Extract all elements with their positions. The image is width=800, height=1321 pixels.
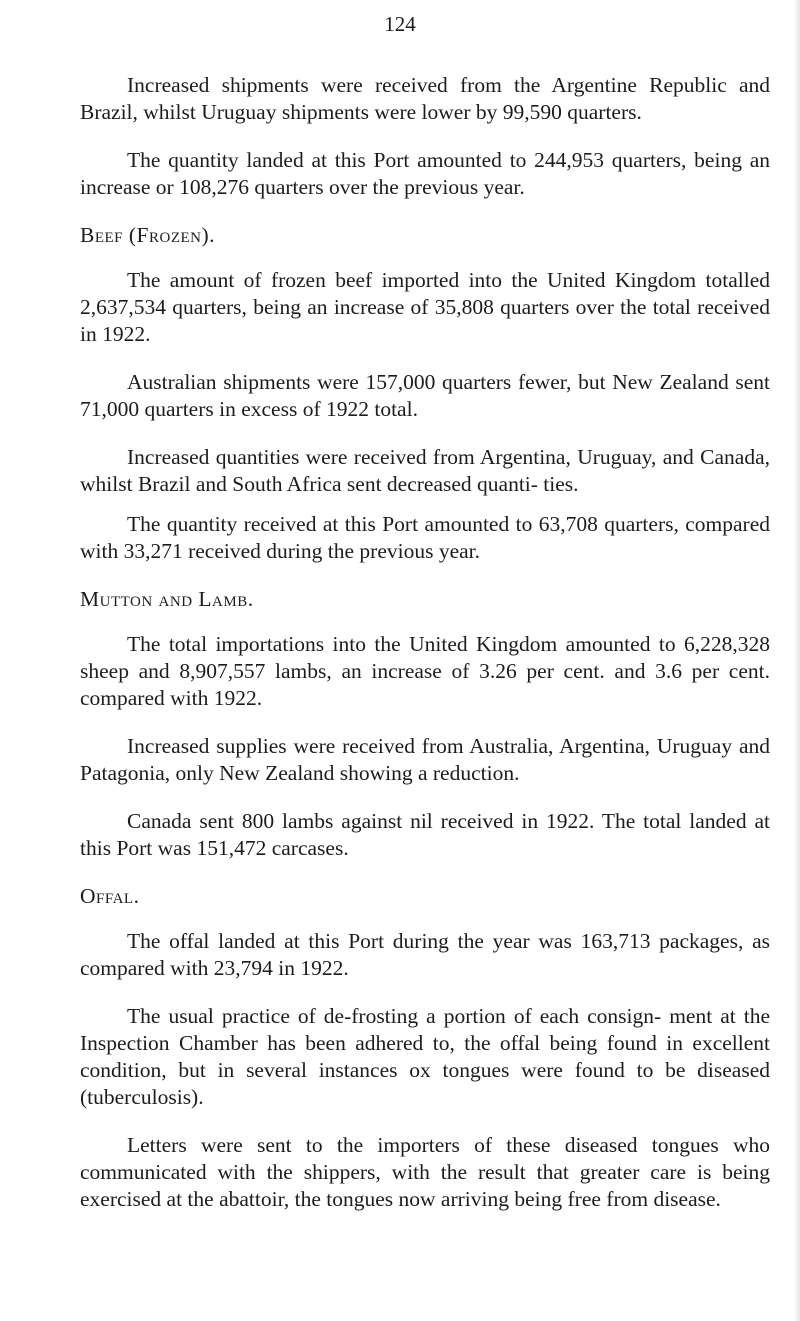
paragraph-beef-port-quantity: The quantity received at this Port amounted to 63,708 quarters, compared with 33,271 received during the previous year. [80,512,770,563]
section-heading-mutton-lamb: Mutton and Lamb. [80,587,254,611]
page-body [80,72,770,1213]
paragraph-letters-importers: Letters were sent to the importers of these diseased tongues who communicated with the shippers, with the result that greater care is being exercised at the abattoir, the tongues now arriving being free from disease. [80,1133,770,1211]
page-edge-shadow [794,0,800,1321]
paragraph-increased-supplies: Increased supplies were received from Australia, Argentina, Uruguay and Patagonia, only New Zealand showing a reduction. [80,734,770,785]
section-heading-beef-frozen: Beef (Frozen). [80,223,216,247]
page-number: 124 [384,12,416,36]
paragraph-frozen-beef-total: The amount of frozen beef imported into the United Kingdom totalled 2,637,534 quarters, being an increase of 35,808 quarters over the total received in 1922. [80,268,770,346]
paragraph-offal-landed: The offal landed at this Port during the year was 163,713 packages, as compared with 23,794 in 1922. [80,929,770,980]
paragraph-increased-quantities: Increased quantities were received from Argentina, Uruguay, and Canada, whilst Brazil and South Africa sent decreased quanti- ties. [80,445,770,496]
paragraph-mutton-importations: The total importations into the United Kingdom amounted to 6,228,328 sheep and 8,907,557 lambs, an increase of 3.26 per cent. and 3.6 per cent. compared with 1922. [80,632,770,710]
paragraph-australian-shipments: Australian shipments were 157,000 quarters fewer, but New Zealand sent 71,000 quarters in excess of 1922 total. [80,370,770,421]
paragraph-canada-lambs: Canada sent 800 lambs against nil received in 1922. The total landed at this Port was 151,472 carcases. [80,809,770,860]
paragraph-argentine-brazil: Increased shipments were received from the Argentine Republic and Brazil, whilst Uruguay shipments were lower by 99,590 quarters. [80,73,770,124]
paragraph-port-quantity-quarters: The quantity landed at this Port amounted to 244,953 quarters, being an increase or 108,276 quarters over the previous year. [80,148,770,199]
paragraph-defrosting-practice: The usual practice of de-frosting a portion of each consign- ment at the Inspection Chamber has been adhered to, the offal being found in excellent condition, but in several instances ox tongues were found to be diseased (tuberculosis). [80,1004,770,1109]
section-heading-offal: Offal. [80,884,140,908]
